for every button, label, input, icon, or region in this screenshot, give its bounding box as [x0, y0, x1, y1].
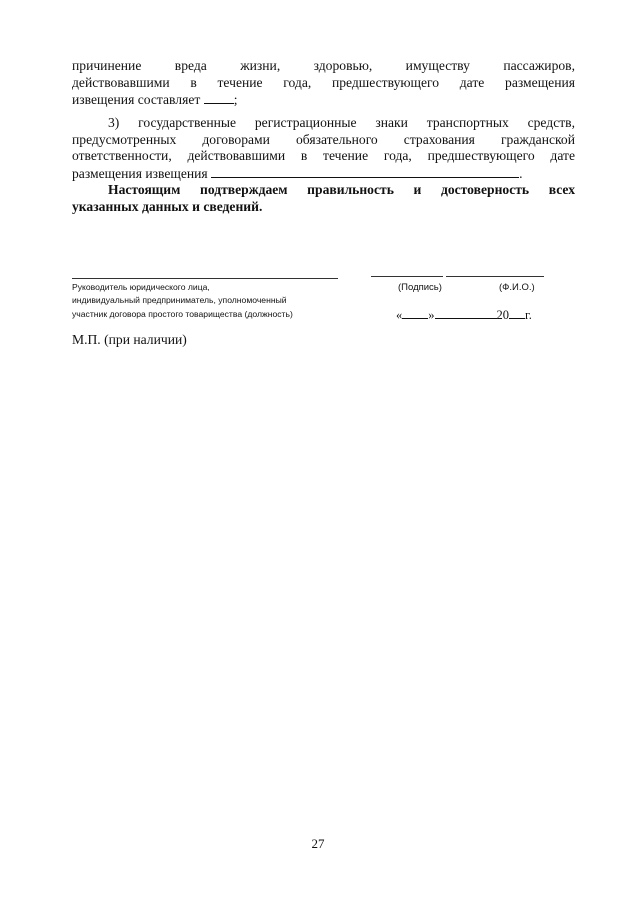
position-caption: индивидуальный предприниматель, уполномоченный — [72, 295, 287, 305]
year-prefix: 20 — [496, 308, 509, 322]
punctuation: ; — [233, 92, 238, 107]
date-open-quote: « — [396, 308, 403, 322]
paragraph-passenger-harm — [72, 58, 575, 109]
stamp-note: М.П. (при наличии) — [72, 332, 187, 347]
position-caption: Руководитель юридического лица, — [72, 282, 210, 292]
name-caption: (Ф.И.О.) — [499, 282, 535, 293]
amount-label: извещения составляет — [72, 92, 201, 107]
punctuation: . — [519, 165, 523, 181]
position-caption: участник договора простого товарищества (должность) — [72, 309, 293, 319]
paragraph-line: причинение вреда жизни, здоровью, имуществу пассажиров, — [72, 58, 575, 73]
page-number: 27 — [311, 836, 325, 851]
paragraph-line: предусмотренных договорами обязательного страхования гражданской — [72, 131, 575, 147]
name-line — [446, 276, 544, 277]
plates-blank — [211, 165, 519, 178]
paragraph-line: ответственности, действовавшими в течение года, предшествующего дате — [72, 148, 575, 163]
position-line — [72, 278, 338, 279]
paragraph-line — [72, 165, 575, 183]
date-close-quote: » — [428, 308, 435, 322]
paragraph-registration-plates — [72, 115, 575, 182]
signature-line — [371, 276, 443, 277]
confirmation-line: указанных данных и сведений. — [72, 198, 263, 214]
paragraph-line — [72, 91, 575, 109]
month-blank — [435, 307, 497, 319]
confirmation-line: Настоящим подтверждаем правильность и достоверность всех — [108, 182, 575, 197]
signature-caption: (Подпись) — [398, 282, 442, 293]
amount-blank — [204, 91, 234, 104]
date-field — [396, 307, 532, 323]
year-blank — [509, 307, 525, 319]
plates-label: размещения извещения — [72, 165, 208, 181]
paragraph-line: действовавшими в течение года, предшествующего дате размещения — [72, 74, 575, 90]
day-blank — [402, 307, 428, 319]
paragraph-line: 3) государственные регистрационные знаки транспортных средств, — [108, 115, 575, 130]
year-suffix: г. — [525, 308, 532, 322]
confirmation-statement — [72, 182, 575, 215]
